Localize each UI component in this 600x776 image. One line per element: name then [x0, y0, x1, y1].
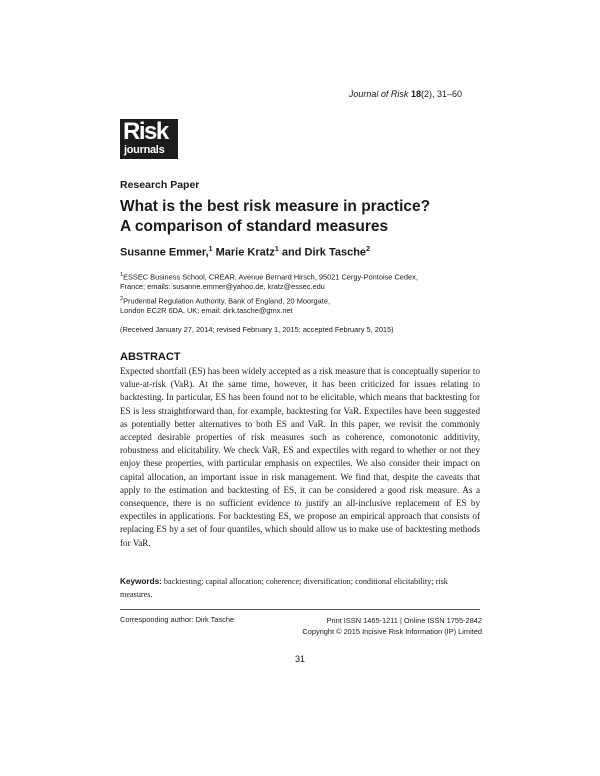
footer-rule	[120, 609, 480, 610]
page-number: 31	[294, 654, 305, 664]
journal-issue-pages: (2), 31–60	[420, 89, 462, 99]
risk-journals-logo	[120, 119, 182, 161]
publication-info	[302, 615, 482, 637]
keywords	[120, 576, 480, 601]
journal-volume: 18	[410, 89, 421, 99]
author-affiliation-mark: 1	[274, 246, 279, 253]
journal-name: Journal of Risk	[348, 89, 409, 99]
abstract-heading: ABSTRACT	[120, 351, 181, 363]
title-line-2: A comparison of standard measures	[120, 218, 389, 235]
author-affiliation-mark: 2	[366, 246, 370, 253]
keywords-label: Keywords:	[120, 577, 162, 586]
affiliation-1: $^1$ESSEC Business School, CREAR, Avenue Bernard Hirsch, 95021 Cergy-Pontoise Cedex, France; emails: susanne.emmer@yahoo.de, kratz@essec.edu	[120, 272, 418, 292]
author-name: and Dirk Tasche	[281, 246, 367, 259]
logo-word: Risk	[123, 118, 168, 145]
author-name: Susanne Emmer,	[120, 246, 209, 259]
author-name: Marie Kratz	[215, 246, 275, 259]
abstract-body	[120, 365, 480, 550]
issn-line: Print ISSN 1465-1211 | Online ISSN 1755-2842	[326, 616, 482, 625]
paper-title	[120, 197, 480, 237]
abstract-text: Expected shortfall (ES) has been widely accepted as a risk measure that is conceptually superior to value-at-risk (VaR). At the same time, however, it has been criticized for issues relating to backtesting. In particular, ES has been found not to be elicitable, which means that backtesting for ES is less straightforward than, for example, backtesting for VaR. Expectiles have been suggested as potentially better alternatives to both ES and VaR. In this paper, we revisit the commonly accepted desirable properties of risk measures such as coherence, comonotonic additivity, robustness and elicitability. We check VaR, ES and expectiles with regard to whether or not they enjoy these properties, with particular emphasis on expectiles. We also consider their impact on capital allocation, an important issue in risk management. We find that, despite the caveats that apply to the estimation and backtesting of ES, it can be considered a good risk measure. As a consequence, there is no sufficient evidence to justify an all-inclusive replacement of ES by expectiles in applications. For backtesting ES, we propose an empirical approach that consists of replacing ES by a set of four quantiles, which should allow us to make use of backtesting methods for VaR.	[120, 366, 480, 548]
affiliation-2: $^2$Prudential Regulation Authority, Bank of England, 20 Moorgate, London EC2R 6DA, UK; email: dirk.tasche@gmx.net	[120, 296, 330, 316]
copyright-line: Copyright © 2015 Incisive Risk Information (IP) Limited	[302, 627, 482, 636]
journal-reference	[349, 89, 462, 99]
author-affiliation-mark: 1	[208, 246, 213, 253]
keywords-text: backtesting; capital allocation; coherence; diversification; conditional elicitability; risk measures.	[120, 577, 448, 599]
logo-subword: journals	[124, 144, 165, 156]
corresponding-author: Corresponding author: Dirk Tasche	[120, 615, 235, 624]
received-dates: (Received January 27, 2014; revised February 1, 2015; accepted February 5, 2015)	[120, 325, 394, 334]
title-line-1: What is the best risk measure in practice?	[120, 198, 431, 215]
section-label: Research Paper	[120, 179, 200, 191]
author-list	[120, 246, 370, 259]
